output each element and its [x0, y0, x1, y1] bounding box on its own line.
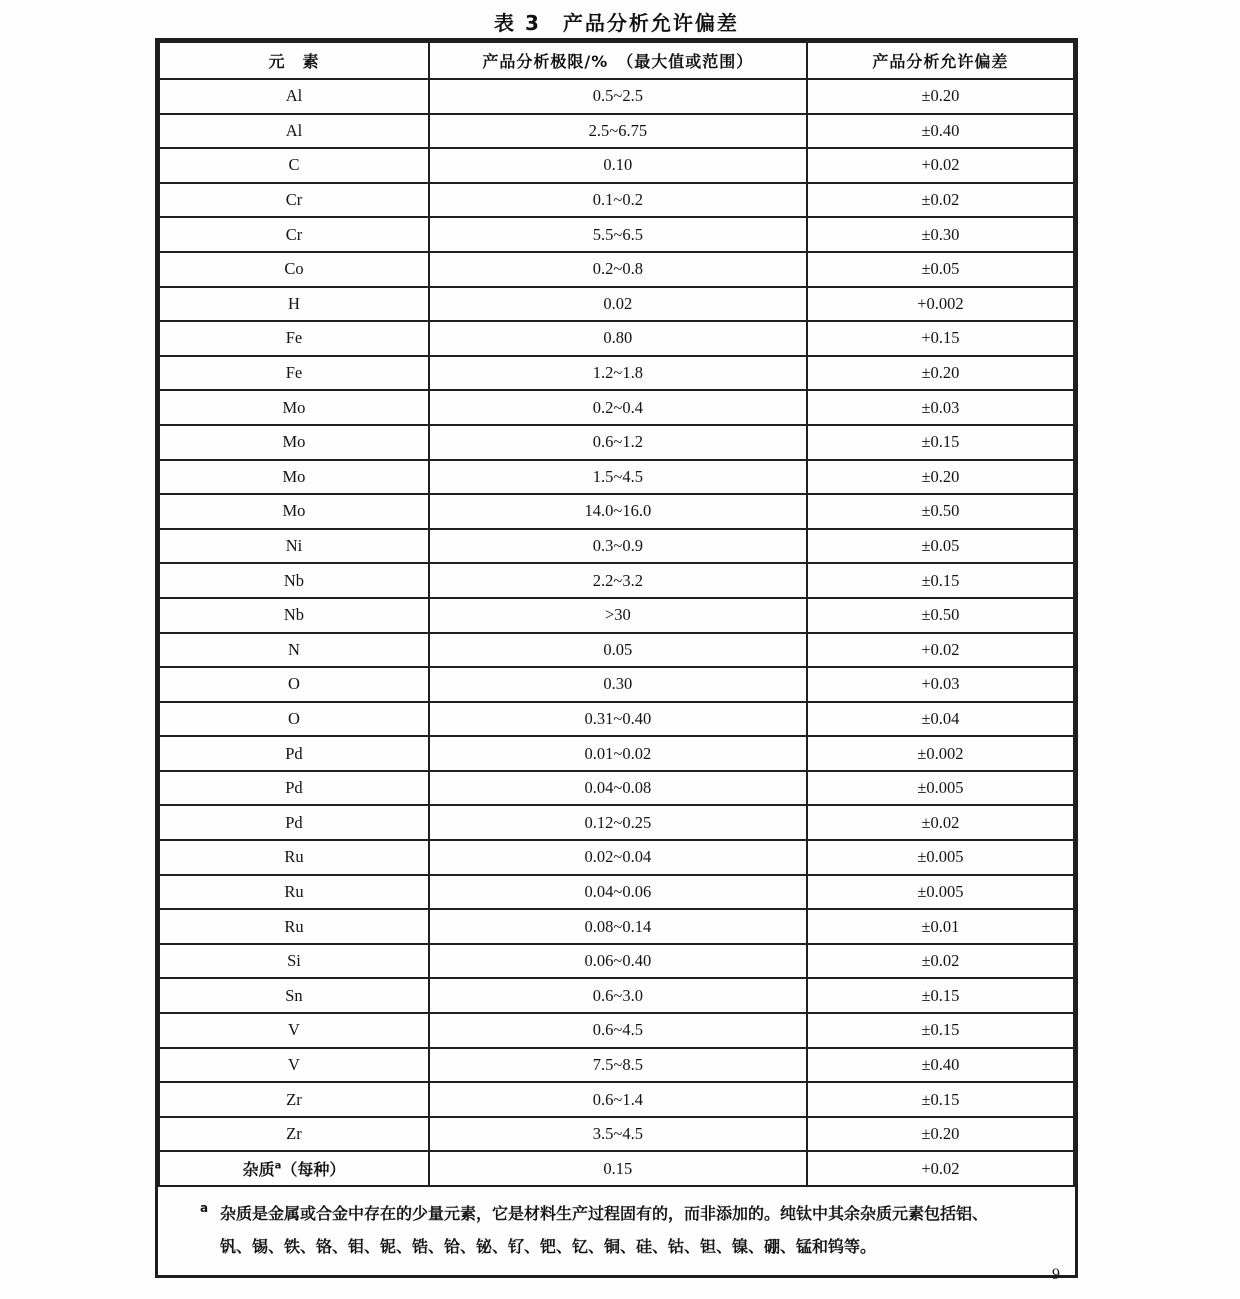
table-row: [159, 390, 1074, 425]
table-row: [159, 1013, 1074, 1048]
deviation-cell: +0.002: [807, 287, 1074, 322]
deviation-cell: ±0.01: [807, 909, 1074, 944]
deviation-cell: ±0.40: [807, 114, 1074, 149]
table-row: [159, 978, 1074, 1013]
deviation-cell: ±0.005: [807, 875, 1074, 910]
element-cell: Zr: [159, 1117, 429, 1152]
table-row: [159, 287, 1074, 322]
table-row: [159, 529, 1074, 564]
element-cell: Sn: [159, 978, 429, 1013]
table-row: [159, 633, 1074, 668]
deviation-cell: ±0.20: [807, 356, 1074, 391]
element-cell: Zr: [159, 1082, 429, 1117]
limit-cell: 14.0~16.0: [429, 494, 807, 529]
table-row: [159, 148, 1074, 183]
limit-cell: 0.04~0.06: [429, 875, 807, 910]
limit-cell: 0.6~1.2: [429, 425, 807, 460]
element-cell: Pd: [159, 736, 429, 771]
table-row: [159, 183, 1074, 218]
element-cell: Mo: [159, 425, 429, 460]
limit-cell: 2.2~3.2: [429, 563, 807, 598]
deviation-cell: ±0.15: [807, 563, 1074, 598]
analysis-deviation-table: [155, 38, 1078, 1278]
table-row: [159, 356, 1074, 391]
limit-cell: 0.1~0.2: [429, 183, 807, 218]
table-row: [159, 1082, 1074, 1117]
element-cell: Ru: [159, 909, 429, 944]
limit-cell: 0.06~0.40: [429, 944, 807, 979]
element-cell: Ru: [159, 840, 429, 875]
table-row: [159, 494, 1074, 529]
element-cell: Cr: [159, 217, 429, 252]
limit-cell: 0.08~0.14: [429, 909, 807, 944]
deviation-cell: ±0.20: [807, 1117, 1074, 1152]
deviation-cell: ±0.03: [807, 390, 1074, 425]
limit-cell: 0.6~4.5: [429, 1013, 807, 1048]
deviation-cell: +0.15: [807, 321, 1074, 356]
limit-cell: 0.12~0.25: [429, 805, 807, 840]
element-cell: O: [159, 702, 429, 737]
element-cell: Fe: [159, 356, 429, 391]
deviation-cell: ±0.04: [807, 702, 1074, 737]
limit-cell: 7.5~8.5: [429, 1048, 807, 1083]
table-row: [159, 425, 1074, 460]
limit-cell: >30: [429, 598, 807, 633]
deviation-cell: ±0.05: [807, 252, 1074, 287]
element-cell: Pd: [159, 805, 429, 840]
limit-cell: 0.05: [429, 633, 807, 668]
table-row: [159, 598, 1074, 633]
limit-cell: 0.3~0.9: [429, 529, 807, 564]
deviation-cell: ±0.02: [807, 944, 1074, 979]
limit-cell: 3.5~4.5: [429, 1117, 807, 1152]
table-row: [159, 702, 1074, 737]
element-cell: V: [159, 1013, 429, 1048]
limit-cell: 0.2~0.8: [429, 252, 807, 287]
table-row: [159, 217, 1074, 252]
limit-cell: 0.2~0.4: [429, 390, 807, 425]
table-row: [159, 805, 1074, 840]
table-row: [159, 114, 1074, 149]
deviation-cell: +0.02: [807, 1151, 1074, 1186]
table-row: [159, 321, 1074, 356]
element-cell: Al: [159, 79, 429, 114]
header-limit: 产品分析极限/% （最大值或范围）: [429, 42, 807, 79]
deviation-cell: ±0.15: [807, 978, 1074, 1013]
deviation-cell: ±0.15: [807, 1013, 1074, 1048]
table-row: [159, 1151, 1074, 1186]
limit-cell: 0.5~2.5: [429, 79, 807, 114]
table-row: [159, 1048, 1074, 1083]
deviation-cell: ±0.02: [807, 805, 1074, 840]
deviation-cell: ±0.005: [807, 840, 1074, 875]
footnote-marker: a: [200, 1201, 209, 1215]
element-cell: Nb: [159, 598, 429, 633]
table-row: [159, 840, 1074, 875]
header-row: [159, 42, 1074, 79]
table-row: [159, 909, 1074, 944]
element-cell: Fe: [159, 321, 429, 356]
table-row: [159, 1117, 1074, 1152]
limit-cell: 0.6~1.4: [429, 1082, 807, 1117]
table-title: 表 3 产品分析允许偏差: [494, 11, 739, 35]
element-cell: Si: [159, 944, 429, 979]
element-cell: Mo: [159, 494, 429, 529]
table-row: [159, 79, 1074, 114]
deviation-cell: +0.02: [807, 633, 1074, 668]
element-cell: Cr: [159, 183, 429, 218]
limit-cell: 0.31~0.40: [429, 702, 807, 737]
limit-cell: 0.02~0.04: [429, 840, 807, 875]
limit-cell: 0.10: [429, 148, 807, 183]
deviation-cell: ±0.05: [807, 529, 1074, 564]
deviation-cell: ±0.30: [807, 217, 1074, 252]
limit-cell: 0.02: [429, 287, 807, 322]
deviation-cell: ±0.02: [807, 183, 1074, 218]
footnote-ref: a: [274, 1160, 282, 1172]
deviation-cell: ±0.005: [807, 771, 1074, 806]
deviation-cell: ±0.15: [807, 1082, 1074, 1117]
limit-cell: 0.01~0.02: [429, 736, 807, 771]
element-cell: Pd: [159, 771, 429, 806]
table-row: [159, 563, 1074, 598]
table-row: [159, 875, 1074, 910]
limit-cell: 5.5~6.5: [429, 217, 807, 252]
limit-cell: 2.5~6.75: [429, 114, 807, 149]
deviation-cell: +0.03: [807, 667, 1074, 702]
deviation-cell: ±0.40: [807, 1048, 1074, 1083]
element-cell: Co: [159, 252, 429, 287]
data-table: [158, 41, 1075, 1187]
table-row: [159, 252, 1074, 287]
deviation-cell: ±0.20: [807, 460, 1074, 495]
table-row: [159, 771, 1074, 806]
element-cell: N: [159, 633, 429, 668]
limit-cell: 1.2~1.8: [429, 356, 807, 391]
deviation-cell: ±0.50: [807, 494, 1074, 529]
element-cell: Mo: [159, 390, 429, 425]
limit-cell: 1.5~4.5: [429, 460, 807, 495]
element-cell: C: [159, 148, 429, 183]
deviation-cell: ±0.15: [807, 425, 1074, 460]
limit-cell: 0.80: [429, 321, 807, 356]
limit-cell: 0.15: [429, 1151, 807, 1186]
element-cell: Nb: [159, 563, 429, 598]
page-number: 9: [1052, 1266, 1060, 1283]
element-cell: Al: [159, 114, 429, 149]
element-cell: O: [159, 667, 429, 702]
deviation-cell: ±0.50: [807, 598, 1074, 633]
table-row: [159, 667, 1074, 702]
deviation-cell: ±0.002: [807, 736, 1074, 771]
limit-cell: 0.30: [429, 667, 807, 702]
table-row: [159, 460, 1074, 495]
element-cell: V: [159, 1048, 429, 1083]
table-body: [159, 79, 1074, 1186]
table-footnote: [158, 1187, 1075, 1275]
limit-cell: 0.6~3.0: [429, 978, 807, 1013]
limit-cell: 0.04~0.08: [429, 771, 807, 806]
element-cell: Ni: [159, 529, 429, 564]
element-cell: Mo: [159, 460, 429, 495]
deviation-cell: ±0.20: [807, 79, 1074, 114]
footnote-line-2: 钒、锡、铁、铬、钼、铌、锆、铪、铋、钌、钯、钇、铜、硅、钴、钽、镍、硼、锰和钨等。: [220, 1237, 877, 1256]
table-row: [159, 944, 1074, 979]
footnote-line-1: 杂质是金属或合金中存在的少量元素，它是材料生产过程固有的，而非添加的。纯钛中其余杂质元素包括铝、: [220, 1204, 989, 1223]
element-cell: 杂质$^a$（每种）: [159, 1151, 429, 1186]
table-row: [159, 736, 1074, 771]
header-element: 元 素: [159, 42, 429, 79]
header-deviation: 产品分析允许偏差: [807, 42, 1074, 79]
element-cell: Ru: [159, 875, 429, 910]
deviation-cell: +0.02: [807, 148, 1074, 183]
element-cell: H: [159, 287, 429, 322]
